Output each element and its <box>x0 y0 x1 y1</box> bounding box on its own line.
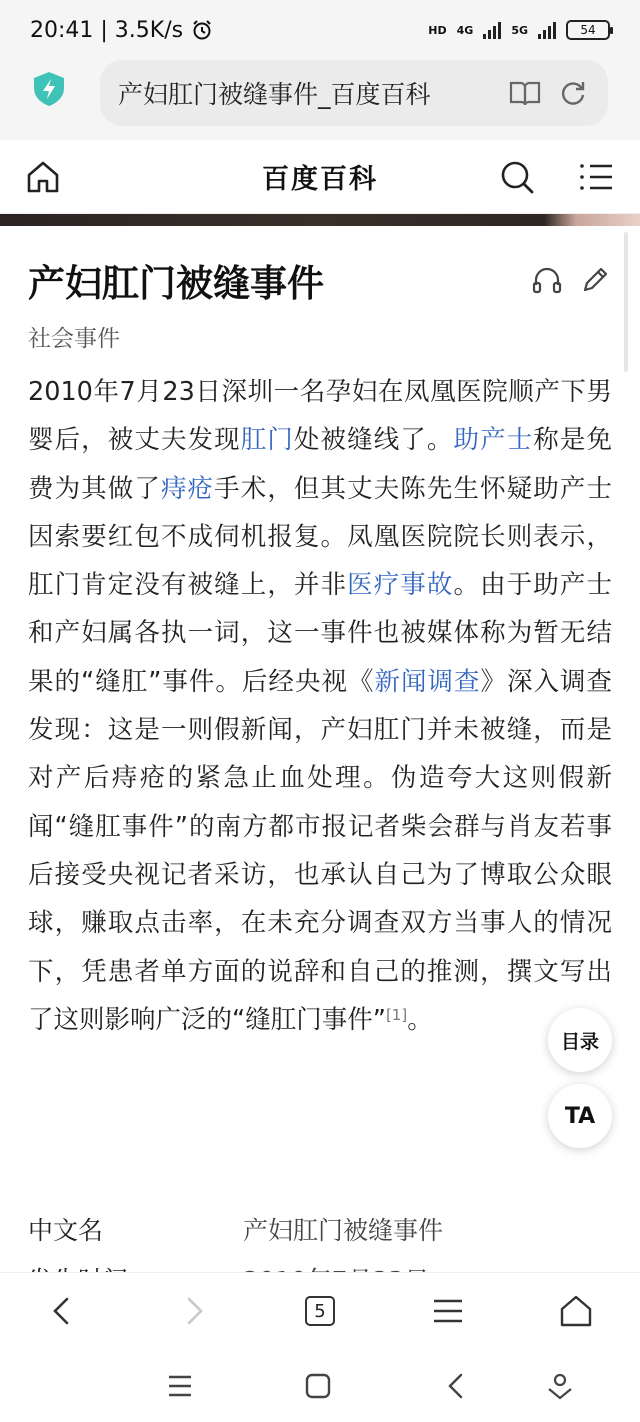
link-xinwen-diaocha[interactable]: 新闻调查 <box>374 666 481 697</box>
info-row <box>28 1204 618 1254</box>
hamburger-icon <box>431 1296 465 1326</box>
system-back-button[interactable] <box>438 1368 474 1404</box>
battery-level: 54 <box>580 23 596 37</box>
reload-icon[interactable] <box>556 76 590 110</box>
alarm-icon <box>191 19 213 41</box>
summary-text: 称是免费为其做了 <box>28 425 612 504</box>
status-time-speed: 20:41 | 3.5K/s <box>30 17 184 43</box>
page-title: 产妇肛门被缝事件 <box>28 262 324 305</box>
hd-badge: HD <box>428 23 447 37</box>
table-of-contents-button[interactable]: 目录 <box>548 1008 612 1072</box>
menu-lines-icon <box>166 1373 194 1399</box>
site-header <box>0 140 640 214</box>
edit-pencil-icon[interactable] <box>578 263 612 297</box>
reference-marker[interactable]: [1] <box>385 1005 408 1024</box>
battery-icon <box>566 20 610 40</box>
summary-text: 》深入调查发现：这是一则假新闻，产妇肛门并未被缝，而是对产后痔疮的紧急止血处理。伪造夸大这则假新闻“缝肛事件”的南方都市报记者柴会群与肖友若事后接受央视记者采访，也承认自己为了博取公众眼球，赚取点击率，在未充分调查双方当事人的情况下，凭患者单方面的说辞和自己的推测，撰文写出了这则影响广泛的“缝肛门事件” <box>28 666 612 1035</box>
banner-image-edge <box>0 214 640 226</box>
summary-text: 2010年7月23日深圳一名孕妇在凤凰医院顺产下男婴后，被丈夫发现 <box>28 377 612 456</box>
forward-button[interactable] <box>174 1291 214 1331</box>
info-value: 产妇肛门被缝事件 <box>243 1216 444 1245</box>
listen-headphones-icon[interactable] <box>530 263 564 297</box>
system-home-button[interactable] <box>300 1368 336 1404</box>
article-summary <box>28 368 612 1044</box>
reader-mode-icon[interactable] <box>508 76 542 110</box>
tabs-button[interactable] <box>300 1291 340 1331</box>
back-button[interactable] <box>42 1291 82 1331</box>
menu-icon[interactable] <box>578 158 616 196</box>
ta-button[interactable]: TA <box>548 1084 612 1148</box>
assistant-button[interactable] <box>542 1368 578 1404</box>
signal-5g-icon <box>538 21 556 39</box>
browser-home-button[interactable] <box>556 1291 596 1331</box>
browser-toolbar <box>0 1272 640 1346</box>
recent-apps-button[interactable] <box>162 1368 198 1404</box>
square-icon <box>304 1372 332 1400</box>
link-zhichuang[interactable]: 痔疮 <box>160 473 215 504</box>
summary-text: 处被缝线了。 <box>293 425 454 456</box>
browser-menu-button[interactable] <box>428 1291 468 1331</box>
scrollbar[interactable] <box>624 232 628 372</box>
back-arrow-icon <box>49 1296 75 1326</box>
network-4g-label: 4G <box>456 23 474 37</box>
back-triangle-icon <box>444 1372 468 1400</box>
link-gangmen[interactable]: 肛门 <box>240 425 294 456</box>
address-bar-title[interactable]: 产妇肛门被缝事件_百度百科 <box>118 80 431 109</box>
site-title[interactable]: 百度百科 <box>262 164 378 195</box>
tab-count: 5 <box>305 1296 335 1326</box>
address-bar[interactable] <box>100 60 608 126</box>
system-nav-bar <box>0 1346 640 1422</box>
signal-4g-icon <box>483 21 501 39</box>
link-zhuchanshi[interactable]: 助产士 <box>453 425 534 456</box>
summary-text: 手术，但其丈夫陈先生怀疑助产士因索要红包不成伺机报复。凤凰医院院长则表示，肛门肯定没有被缝上，并非 <box>28 473 612 601</box>
info-key: 中文名 <box>28 1216 104 1245</box>
security-shield-icon[interactable] <box>30 70 68 108</box>
assistant-icon <box>545 1371 575 1401</box>
article-category: 社会事件 <box>28 326 120 352</box>
network-5g-label: 5G <box>511 23 528 37</box>
link-yiliao-shigu[interactable]: 医疗事故 <box>347 570 454 601</box>
status-bar <box>0 0 640 60</box>
home-outline-icon <box>558 1293 594 1329</box>
summary-text: 。由于助产士和产妇属各执一词，这一事件也被媒体称为暂无结果的“缝肛”事件。后经央视《 <box>28 570 612 697</box>
search-icon[interactable] <box>498 158 536 196</box>
article-content <box>28 244 612 1044</box>
summary-text: 。 <box>407 1004 433 1035</box>
forward-arrow-icon <box>181 1296 207 1326</box>
browser-address-area <box>0 60 640 140</box>
